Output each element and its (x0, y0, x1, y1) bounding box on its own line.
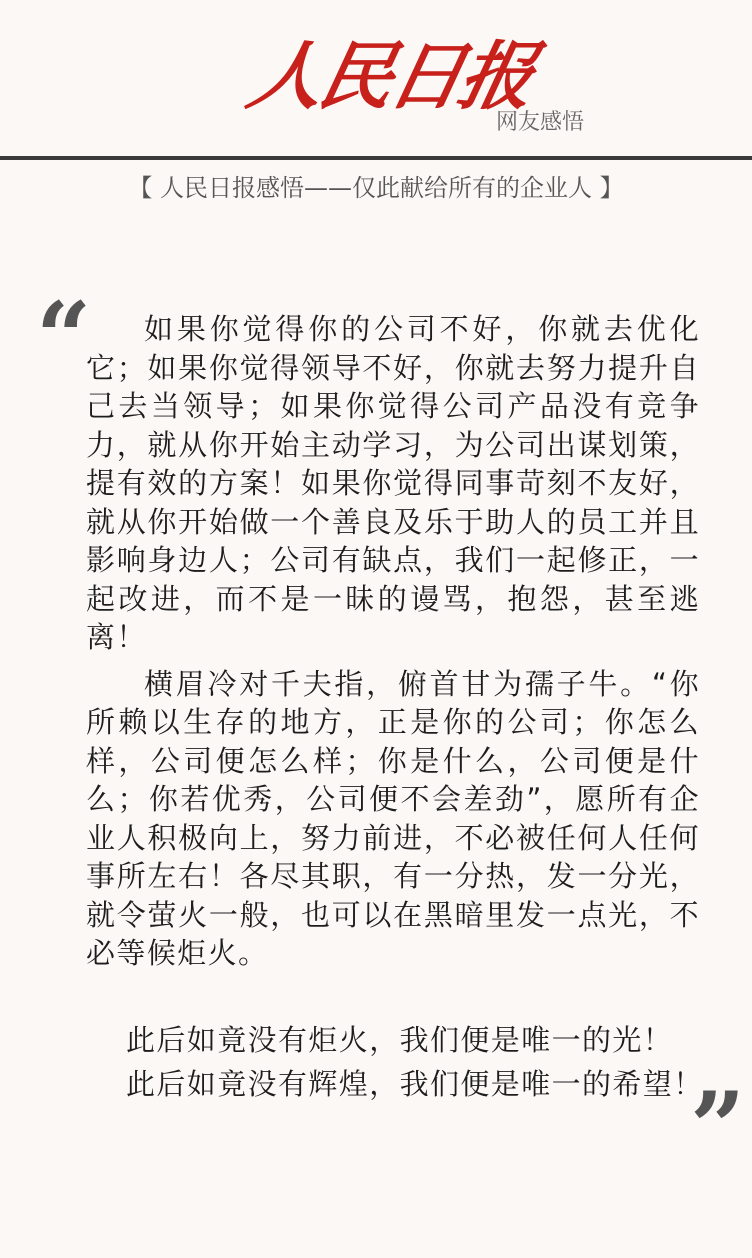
article-body (86, 310, 700, 981)
paragraph-1: 如果你觉得你的公司不好，你就去优化它；如果你觉得领导不好，你就去努力提升自己去当领导；如果你觉得公司产品没有竞争力，就从你开始主动学习，为公司出谋划策，提有效的方案！如果你觉得同事苛刻不友好，就从你开始做一个善良及乐于助人的员工并且影响身边人；公司有缺点，我们一起修正，一起改进，而不是一昧的谩骂，抱怨，甚至逃离！ (86, 312, 700, 654)
open-quote-mark: “ (36, 281, 92, 394)
closing-lines (126, 1018, 704, 1106)
logo-subtitle: 网友感悟 (496, 110, 585, 135)
close-quote-mark: ” (690, 1071, 746, 1184)
masthead (0, 0, 752, 160)
closing-line-2: 此后如竟没有辉煌，我们便是唯一的希望！ (126, 1067, 704, 1101)
paragraph-2: 横眉冷对千夫指，俯首甘为孺子牛。“你所赖以生存的地方，正是你的公司；你怎么样，公司便怎么样；你是什么，公司便是什么；你若优秀，公司便不会差劲”，愿所有企业人积极向上，努力前进，不必被任何人任何事所左右！各尽其职，有一分热，发一分光，就令萤火一般，也可以在黑暗里发一点光，不必等候炬火。 (86, 666, 700, 970)
closing-line-1: 此后如竟没有炬火，我们便是唯一的光！ (126, 1023, 674, 1057)
newspaper-logo: 人民日报 (240, 34, 540, 120)
header-divider (0, 156, 752, 160)
article-subtitle: 【 人民日报感悟——仅此献给所有的企业人 】 (128, 174, 624, 202)
